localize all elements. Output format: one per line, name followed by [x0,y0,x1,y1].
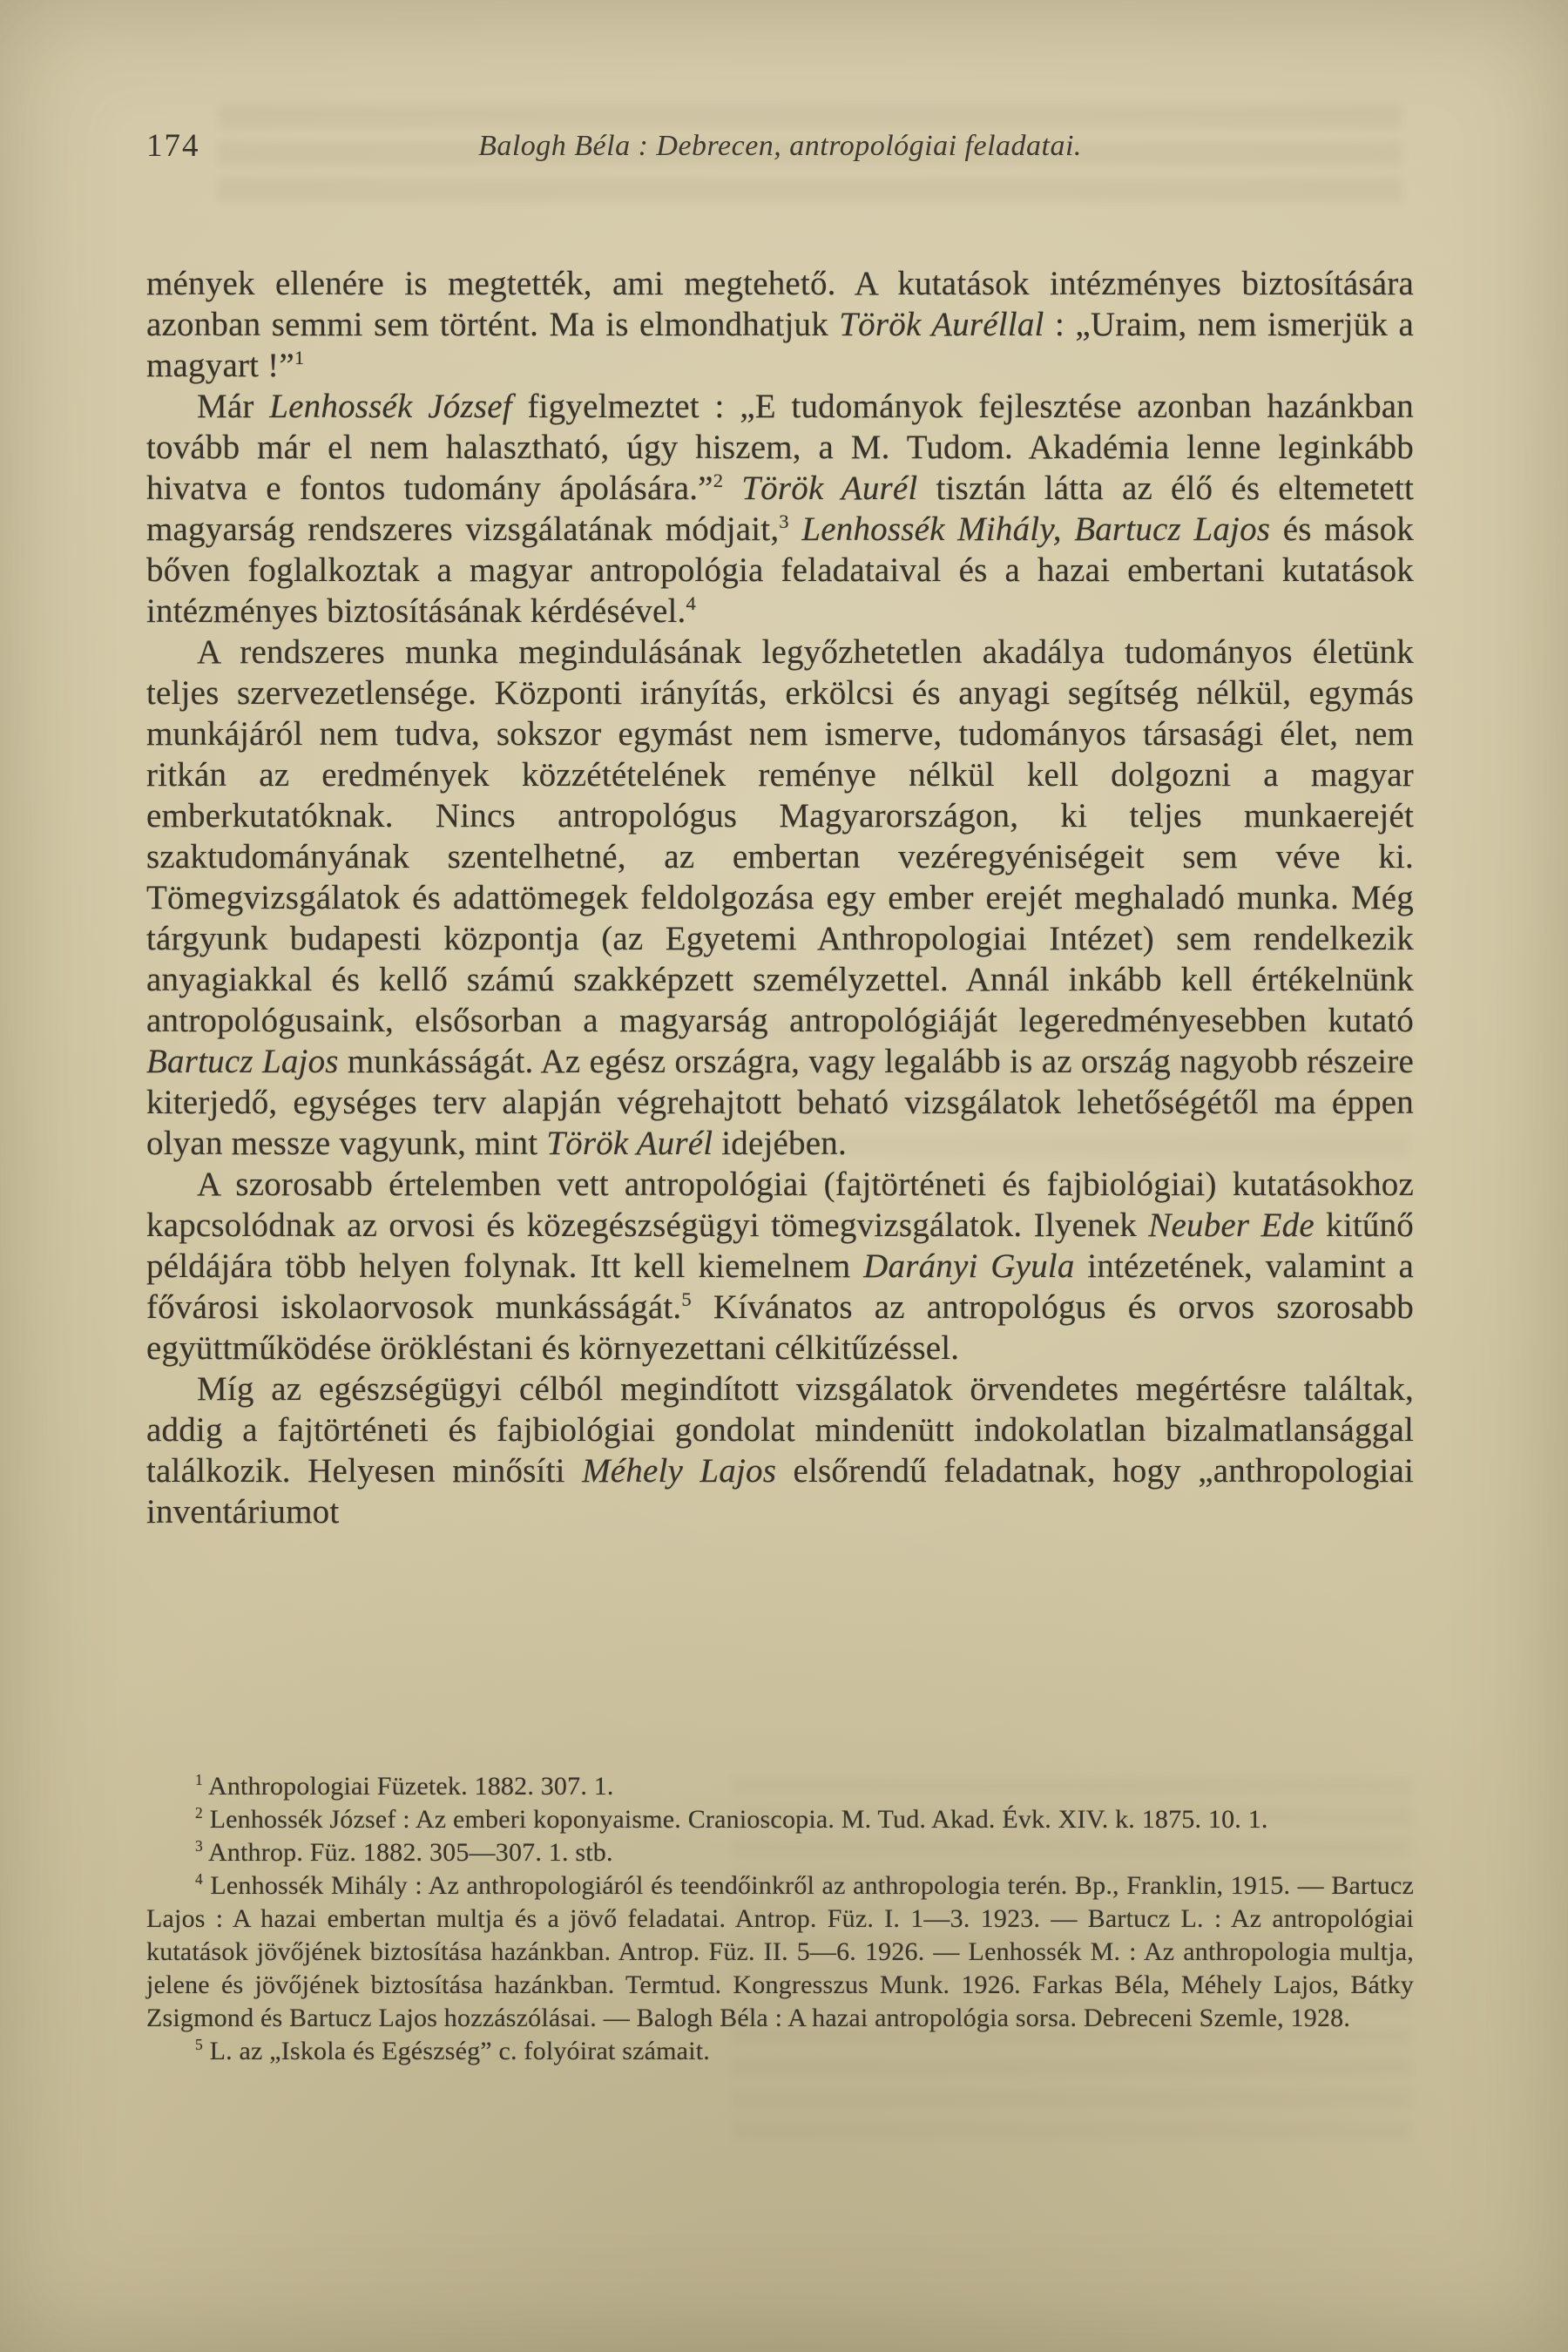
emphasized-name: Török Auréllal [839,306,1044,343]
footnote [146,1836,1414,1869]
text-run: Lenhossék Mihály : Az anthropologiáról és teendőinkről az anthropologia terén. Bp., Franklin, 1915. — Bartucz Lajos : A hazai embertan multja és a jövő feladatai. Antrop. Füz. I. 1—3. 1923. — Bartucz L. : Az antropológiai kutatások jövőjének biztosítása hazánkban. Antrop. Füz. II. 5—6. 1926. — Lenhossék M. : Az anthropologia multja, jelene és jövőjének biztosítása hazánkban. Termtud. Kongresszus Munk. 1926. Farkas Béla, Méhely Lajos, Bátky Zsigmond és Bartucz Lajos hozzászólásai. — Balogh Béla : A hazai antropológia sorsa. Debreceni Szemle, 1928. [146,1871,1414,2032]
footnote-ref: 2 [195,1804,203,1821]
page-header [146,127,1414,171]
footnote-ref: 5 [195,2036,203,2053]
paragraph [146,1369,1414,1532]
footnote [146,1869,1414,2035]
text-run: mények ellenére is megtették, ami megtehető. A kutatások intézményes biztosítására azonban semmi sem történt. Ma is elmondhatjuk [146,265,1414,343]
text-run: és mások bőven foglalkoztak a magyar antropológia feladataival és a hazai embertani kutatások intézményes biztosításának kérdésével. [146,510,1414,630]
footnote-ref: 1 [294,347,305,368]
footnote-ref: 5 [681,1288,692,1310]
text-run: : „Uraim, nem ismerjük a magyart !” [146,306,1414,384]
footnote [146,2035,1414,2068]
footnote-ref: 4 [195,1870,203,1888]
emphasized-name: Török Aurél [546,1125,713,1162]
text-run: tisztán látta az élő és eltemetett magyarság rendszeres vizsgálatának módjait, [146,470,1414,548]
body-text [146,263,1414,1532]
text-run: munkásságát. Az egész országra, vagy legalább is az ország nagyobb részeire kiterjedő, egységes terv alapján végrehajtott beható vizsgálatok lehetőségétől ma éppen olyan messze vagyunk, mint [146,1043,1414,1162]
footnote-ref: 3 [779,510,789,532]
paragraph [146,1164,1414,1369]
text-run: figyelmeztet : „E tudományok fejlesztése azonban hazánkban tovább már el nem halasztható, úgy hiszem, a M. Tudom. Akadémia lenne leginkább hivatva e fontos tudomány ápolására.” [146,388,1414,507]
text-run: Anthropologiai Füzetek. 1882. 307. 1. [202,1772,614,1801]
page-number: 174 [146,128,200,164]
text-run: kitűnő példájára több helyen folynak. Itt kell kiemelnem [146,1206,1414,1285]
emphasized-name: Bartucz Lajos [146,1043,339,1080]
emphasized-name: Lenhossék József [269,388,512,425]
text-run: A rendszeres munka megindulásának legyőzhetetlen akadálya tudományos életünk teljes szervezetlensége. Központi irányítás, erkölcsi és anyagi segítség nélkül, egymás munkájáról nem tudva, sokszor egymást nem ismerve, tudományos társasági élet, nem ritkán az eredmények közzétételének reménye nélkül kell dolgozni a magyar emberkutatóknak. Nincs antropológus Magyarországon, ki teljes munkaerejét szaktudományának szentelhetné, az embertan vezéregyéniségeit sem véve ki. Tömegvizsgálatok és adattömegek feldolgozása egy ember erejét meghaladó munka. Még tárgyunk budapesti központja (az Egyetemi Anthropologiai Intézet) sem rendelkezik anyagiakkal és kellő számú szakképzett személyzettel. Annál inkább kell értékelnünk antropológusaink, elsősorban a magyarság antropológiáját legeredményesebben kutató [146,633,1414,1039]
text-run: A szorosabb értelemben vett antropológiai (fajtörténeti és fajbiológiai) kutatásokhoz kapcsolódnak az orvosi és közegészségügyi tömegvizsgálatok. Ilyenek [146,1166,1414,1244]
text-run: Már [197,388,270,425]
text-run: idejében. [713,1125,847,1162]
footnote [146,1803,1414,1836]
footnote-ref: 4 [686,592,696,614]
footnote [146,1770,1414,1803]
paragraph [146,386,1414,632]
text-run: Lenhossék József : Az emberi koponyaisme. Cranioscopia. M. Tud. Akad. Évk. XIV. k. 1875. 10. 1. [202,1805,1268,1834]
text-run [789,510,802,548]
paragraph [146,632,1414,1164]
text-run: Míg az egészségügyi célból megindított vizsgálatok örvendetes megértésre találtak, addig a fajtörténeti és fajbiológiai gondolat mindenütt indokolatlan bizalmatlansággal találkozik. Helyesen minősíti [146,1370,1414,1490]
text-run: L. az „Iskola és Egészség” c. folyóirat számait. [202,2037,710,2065]
text-run: intézetének, valamint a fővárosi iskolaorvosok munkásságát. [146,1247,1414,1326]
emphasized-name: Lenhossék Mihály, Bartucz Lajos [801,510,1271,548]
emphasized-name: Török Aurél [741,470,918,507]
text-run: Kívánatos az antropológus és orvos szorosabb együttműködése örökléstani és környezettani célkitűzéssel. [146,1288,1415,1367]
running-title: Balogh Béla : Debrecen, antropológiai feladatai. [478,130,1082,162]
emphasized-name: Méhely Lajos [582,1452,777,1490]
text-run [723,470,741,507]
footnotes [146,1770,1414,2068]
emphasized-name: Darányi Gyula [863,1247,1075,1285]
emphasized-name: Neuber Ede [1148,1206,1315,1244]
footnote-ref: 1 [195,1771,203,1788]
text-run: Anthrop. Füz. 1882. 305—307. 1. stb. [202,1838,613,1867]
footnote-ref: 2 [713,470,724,491]
paragraph [146,263,1414,386]
text-run: elsőrendű feladatnak, hogy „anthropologiai inventáriumot [146,1452,1414,1531]
footnote-ref: 3 [195,1837,203,1855]
